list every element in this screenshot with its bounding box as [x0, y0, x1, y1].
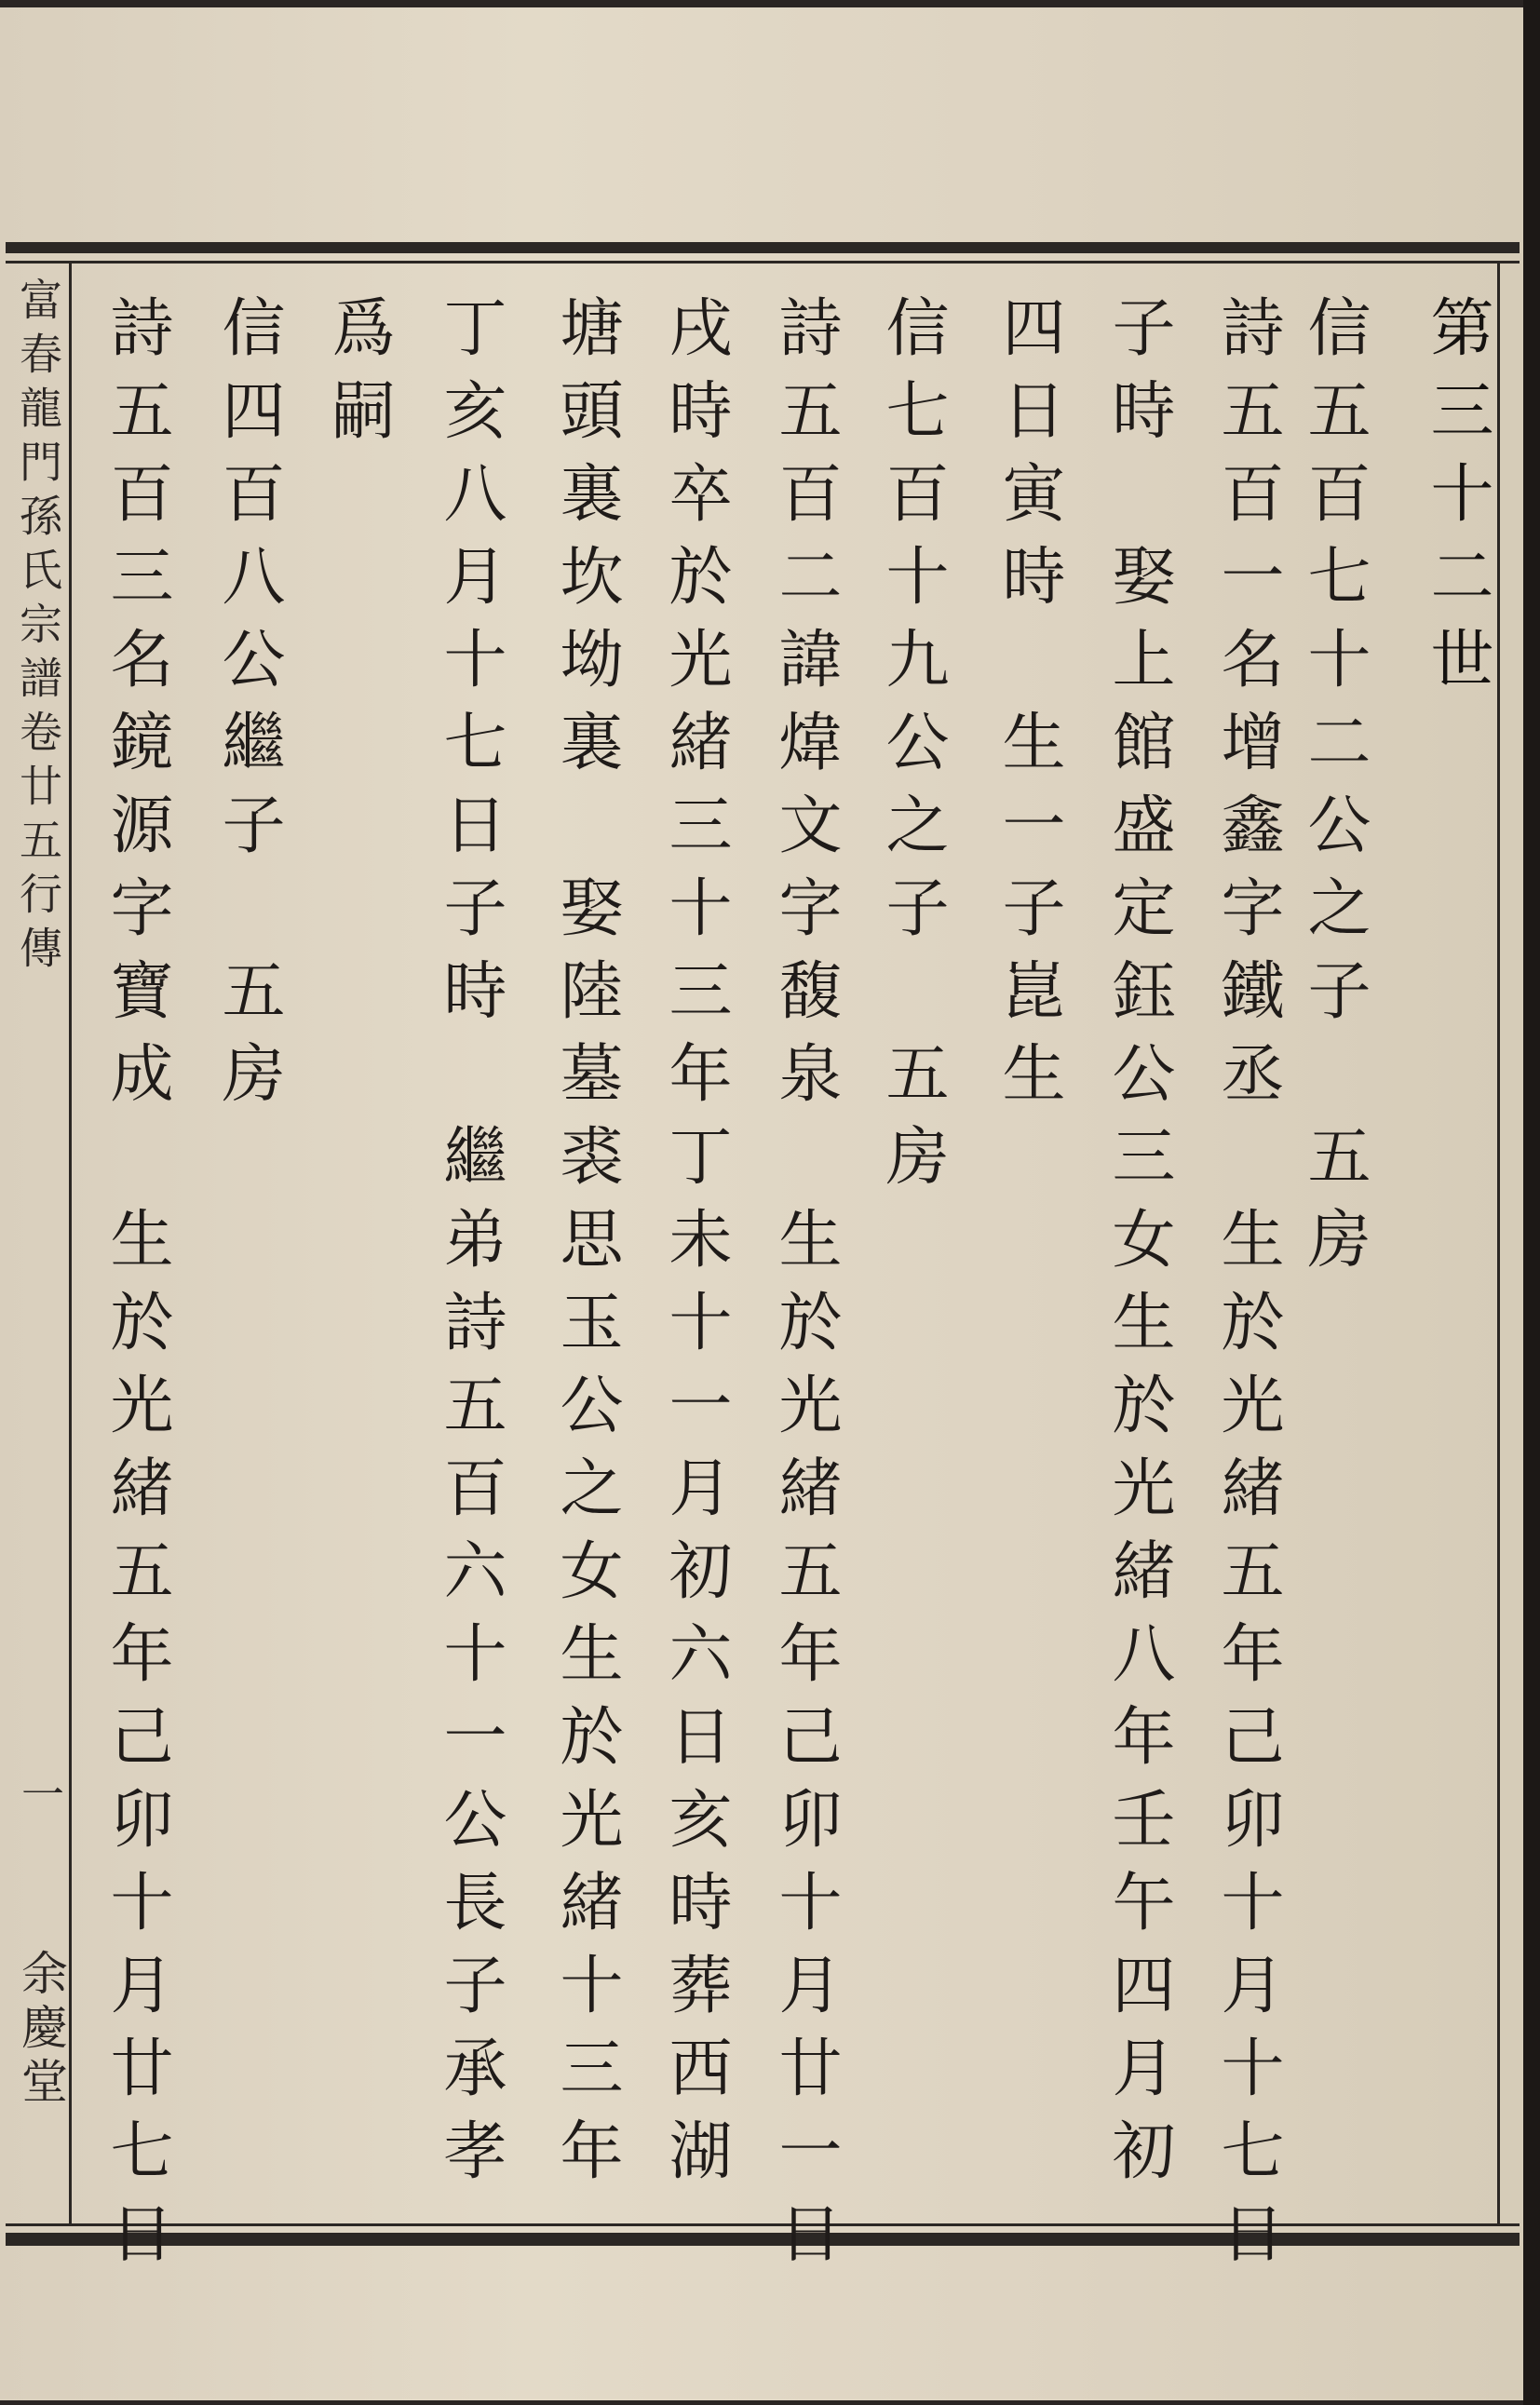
- text-column-7: 詩五百二諱煒文字馥泉 生於光緒五年己卯十月廿一日: [768, 294, 842, 2283]
- right-frame-line: [1497, 261, 1500, 2225]
- text-column-8: 戌時卒於光緒三十三年丁未十一月初六日亥時葬西湖: [658, 294, 732, 2200]
- volume-label: 卷廿五行傳: [13, 709, 63, 980]
- folio-number: 一: [15, 1772, 65, 1815]
- text-column-3: 詩五百一名增鑫字鐵丞 生於光緒五年己卯十月十七日: [1210, 294, 1284, 2283]
- text-column-9: 塘頭裏坎坳裏 娶陸墓裘思玉公之女生於光緒十三年: [549, 294, 623, 2200]
- text-column-11: 爲嗣: [321, 294, 395, 460]
- text-column-2: 信五百七十二公之子 五房: [1297, 294, 1371, 1289]
- text-column-6: 信七百十九公之子 五房: [875, 294, 949, 1206]
- generation-heading: 第三十二世: [1420, 294, 1493, 709]
- book-page: [0, 7, 1523, 2400]
- bottom-border-thick: [6, 2233, 1520, 2246]
- text-column-10: 丁亥八月十七日子時 繼弟詩五百六十一公長子承孝: [433, 294, 507, 2200]
- book-spine-edge: [1523, 0, 1540, 2405]
- bottom-border-thin: [6, 2223, 1520, 2226]
- left-frame-line: [69, 261, 72, 2225]
- top-border-thick: [6, 242, 1520, 253]
- top-border-thin: [6, 261, 1520, 263]
- text-column-13: 詩五百三名鏡源字寶成 生於光緒五年己卯十月廿七日: [100, 294, 173, 2283]
- hall-name: 余慶堂: [14, 1949, 68, 2111]
- book-title: 富春龍門孫氏宗譜: [13, 277, 63, 709]
- text-column-4: 子時 娶上館盛定鈺公三女生於光緒八年壬午四月初: [1101, 294, 1175, 2200]
- text-column-5: 四日寅時 生一子崑生: [992, 294, 1065, 1123]
- margin-title: [7, 277, 69, 980]
- text-column-12: 信四百八公繼子 五房: [211, 294, 285, 1123]
